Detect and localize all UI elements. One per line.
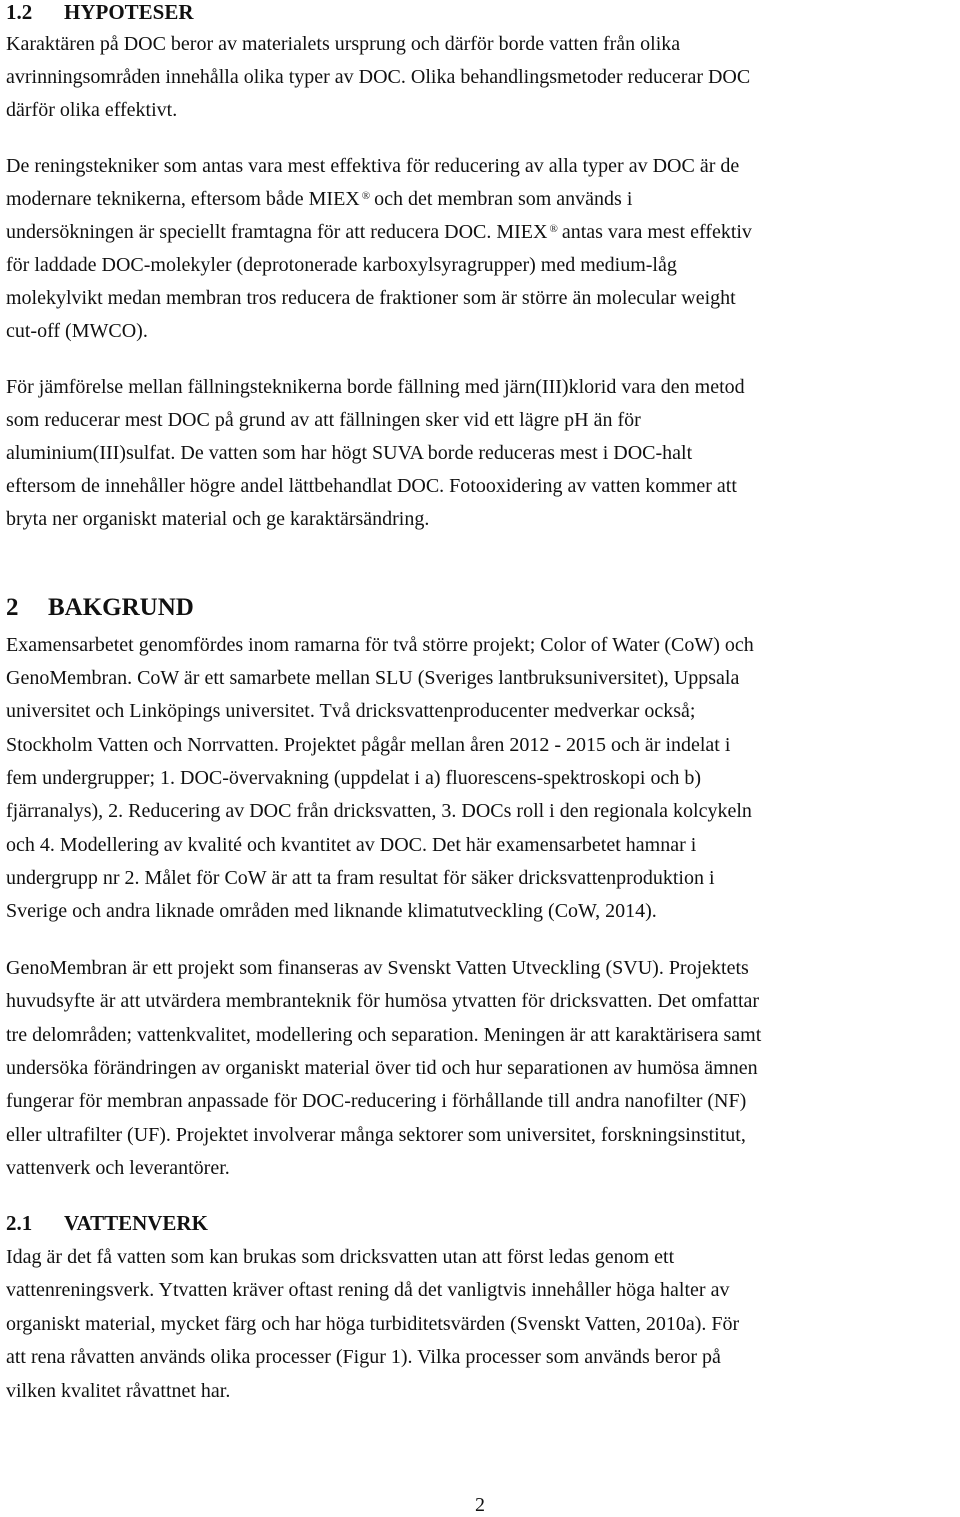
text-line: och 4. Modellering av kvalité och kvantitet av DOC. Det här examensarbetet hamnar i xyxy=(6,834,697,856)
section-number: 1.2 xyxy=(6,0,33,24)
text-line: Sverige och andra liknade områden med liknande klimatutveckling (CoW, 2014). xyxy=(6,900,657,922)
text-line: vattenverk och leverantörer. xyxy=(6,1157,230,1179)
text-line: molekylvikt medan membran tros reducera de fraktioner som är större än molecular weight xyxy=(6,287,736,309)
text-line: för laddade DOC-molekyler (deprotonerade karboxylsyragrupper) med medium-låg xyxy=(6,254,677,276)
text-span: antas vara mest effektiv xyxy=(561,221,752,243)
text-line: därför olika effektivt. xyxy=(6,99,178,121)
page-number: 2 xyxy=(475,1494,485,1516)
section-title: BAKGRUND xyxy=(48,594,194,621)
text-line: vattenreningsverk. Ytvatten kräver oftast rening då det vanligtvis innehåller höga halter av xyxy=(6,1279,730,1301)
section-title: HYPOTESER xyxy=(64,0,194,24)
text-line: undergrupp nr 2. Målet för CoW är att ta fram resultat för säker dricksvattenproduktion i xyxy=(6,867,715,889)
text-span: undersökningen är speciellt framtagna för att reducera DOC. MIEX xyxy=(6,221,548,243)
text-line xyxy=(6,187,632,214)
section-heading-2-1 xyxy=(6,1211,208,1235)
text-line: aluminium(III)sulfat. De vatten som har högt SUVA borde reduceras mest i DOC-halt xyxy=(6,442,693,464)
text-line: eller ultrafilter (UF). Projektet involverar många sektorer som universitet, forskningsinstitut, xyxy=(6,1124,746,1146)
registered-mark: ® xyxy=(361,190,371,202)
section-heading-1-2 xyxy=(6,0,194,24)
section-heading-2 xyxy=(6,593,194,623)
registered-mark: ® xyxy=(549,223,558,235)
section-number: 2 xyxy=(6,594,19,621)
text-line: att rena råvatten används olika processer (Figur 1). Vilka processer som används beror på xyxy=(6,1346,721,1368)
text-line: huvudsyfte är att utvärdera membranteknik för humösa ytvatten för dricksvatten. Det omfattar xyxy=(6,990,760,1012)
text-line: eftersom de innehåller högre andel lättbehandlat DOC. Fotooxidering av vatten kommer att xyxy=(6,475,737,497)
text-line: organiskt material, mycket färg och har höga turbiditetsvärden (Svenskt Vatten, 2010a). För xyxy=(6,1313,740,1335)
text-line xyxy=(6,220,752,247)
text-span: modernare teknikerna, eftersom både MIEX xyxy=(6,188,360,210)
text-line: GenoMembran. CoW är ett samarbete mellan SLU (Sveriges lantbruksuniversitet), Uppsala xyxy=(6,667,740,689)
section-number: 2.1 xyxy=(6,1211,33,1235)
section-title: VATTENVERK xyxy=(64,1211,208,1235)
text-span: och det membran som används i xyxy=(374,188,633,210)
text-line: För jämförelse mellan fällningsteknikerna borde fällning med järn(III)klorid vara den metod xyxy=(6,376,745,398)
text-line: Stockholm Vatten och Norrvatten. Projektet pågår mellan åren 2012 - 2015 och är indelat i xyxy=(6,734,731,756)
text-line: vilken kvalitet råvattnet har. xyxy=(6,1380,231,1402)
text-line: Idag är det få vatten som kan brukas som dricksvatten utan att först ledas genom ett xyxy=(6,1246,675,1268)
text-line: universitet och Linköpings universitet. Två dricksvattenproducenter medverkar också; xyxy=(6,700,696,722)
text-line: Examensarbetet genomfördes inom ramarna för två större projekt; Color of Water (CoW) och xyxy=(6,634,754,656)
text-line: GenoMembran är ett projekt som finanseras av Svenskt Vatten Utveckling (SVU). Projektets xyxy=(6,957,749,979)
text-line: som reducerar mest DOC på grund av att fällningen sker vid ett lägre pH än för xyxy=(6,409,641,431)
text-line: bryta ner organiskt material och ge karaktärsändring. xyxy=(6,508,430,530)
text-line: fem undergrupper; 1. DOC-övervakning (uppdelat i a) fluorescens-spektroskopi och b) xyxy=(6,767,701,789)
text-line: fjärranalys), 2. Reducering av DOC från dricksvatten, 3. DOCs roll i den regionala kolcykeln xyxy=(6,800,752,822)
text-line: cut-off (MWCO). xyxy=(6,320,148,342)
text-line: Karaktären på DOC beror av materialets ursprung och därför borde vatten från olika xyxy=(6,33,681,55)
text-line: fungerar för membran anpassade för DOC-reducering i förhållande till andra nanofilter (NF) xyxy=(6,1090,747,1112)
text-line: tre delområden; vattenkvalitet, modellering och separation. Meningen är att karaktärisera samt xyxy=(6,1024,762,1046)
text-line: undersöka förändringen av organiskt material över tid och hur separationen av humösa ämnen xyxy=(6,1057,758,1079)
text-line: De reningstekniker som antas vara mest effektiva för reducering av alla typer av DOC är de xyxy=(6,155,740,177)
text-line: avrinningsområden innehålla olika typer av DOC. Olika behandlingsmetoder reducerar DOC xyxy=(6,66,751,88)
